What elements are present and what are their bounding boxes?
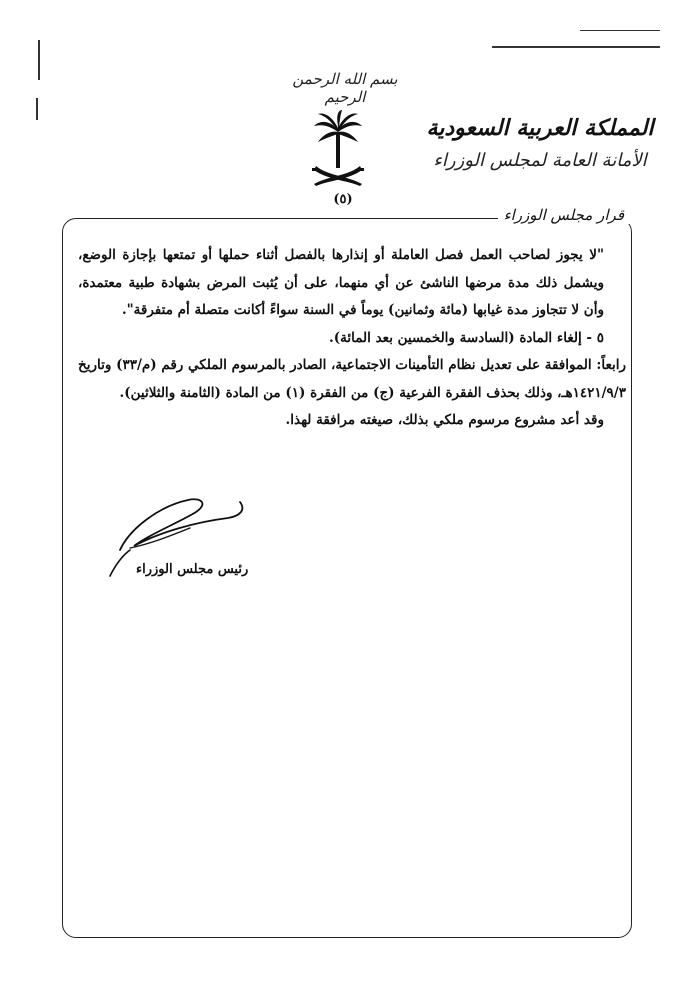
- fourth-clause: [78, 352, 626, 407]
- palm-and-swords-emblem-icon: [312, 110, 364, 190]
- scan-artifact-line-left-2: [36, 98, 38, 120]
- scan-artifact-line-left: [38, 40, 40, 80]
- page-number: (٥): [333, 192, 353, 207]
- scan-artifact-line-top: [492, 46, 660, 48]
- secretariat-name: الأمانة العامة لمجلس الوزراء: [433, 150, 647, 171]
- fourth-clause-label: رابعاً:: [596, 357, 626, 373]
- closing-text: وقد أعد مشروع مرسوم ملكي بذلك، صيغته مرافقة لهذا.: [285, 412, 604, 428]
- fourth-clause-text: الموافقة على تعديل نظام التأمينات الاجتماعية، الصادر بالمرسوم الملكي رقم (م/٣٣) وتاريخ ١٤٢١/٩/٣هـ، وذلك بحذف الفقرة الفرعية (ج) من الفقرة (١) من المادة (الثامنة والثلاثين).: [78, 357, 626, 401]
- letterhead: [420, 110, 660, 176]
- scan-artifact-line-top-2: [580, 30, 660, 31]
- document-body: [78, 242, 626, 435]
- kingdom-name: المملكة العربية السعودية: [426, 115, 654, 141]
- document-type-label: قرار مجلس الوزراء: [498, 206, 630, 224]
- signer-title: رئيس مجلس الوزراء: [136, 562, 249, 577]
- basmala: بسم الله الرحمن الرحيم: [292, 70, 398, 106]
- quoted-article-text: "لا يجوز لصاحب العمل فصل العاملة أو إنذارها بالفصل أثناء حملها أو تمتعها بإجازة الوضع، ويشمل ذلك مدة مرضها الناشئ عن أي منهما، على أن يُثبت المرض بشهادة طبية معتمدة، وأن لا تتجاوز مدة غيابها (مائة وثمانين) يوماً في السنة سواءً أكانت متصلة أم متفرقة".: [78, 247, 604, 318]
- item-five-text: ٥ - إلغاء المادة (السادسة والخمسين بعد المائة).: [329, 329, 604, 346]
